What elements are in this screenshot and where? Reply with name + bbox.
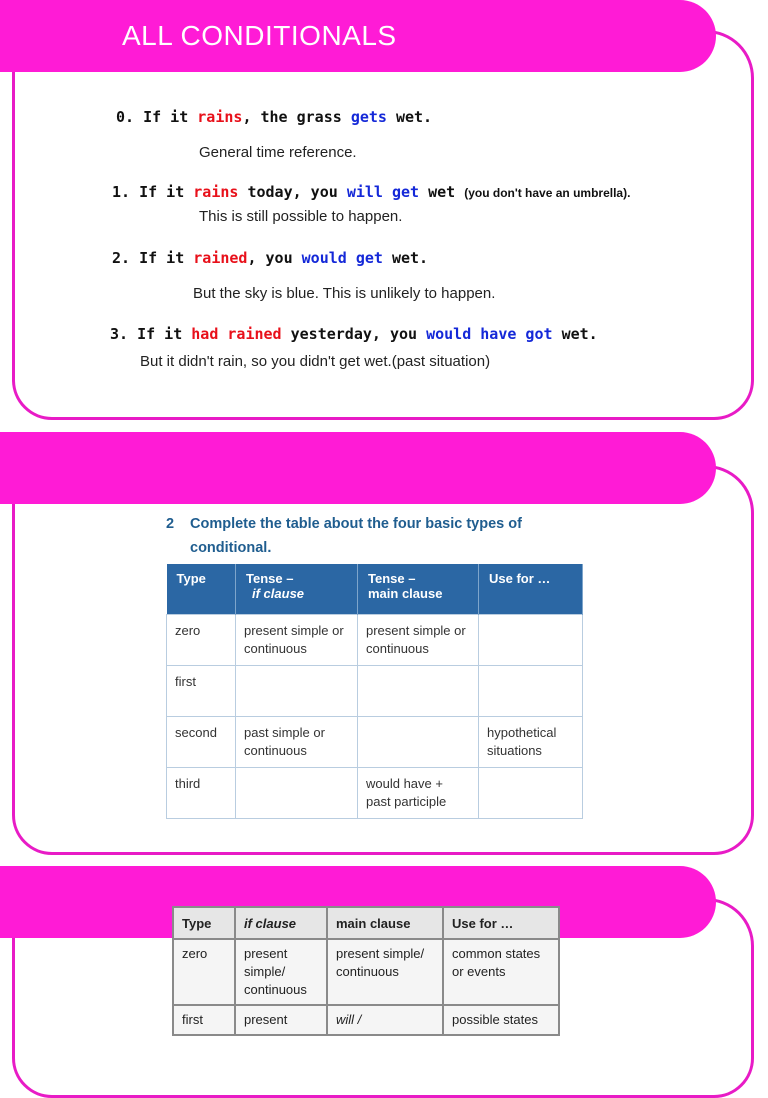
table-cell: common states or events <box>443 939 559 1005</box>
table-cell <box>236 768 358 819</box>
header-main-clause: Tense – main clause <box>358 564 479 615</box>
table-cell <box>479 666 583 717</box>
table-cell: first <box>173 1005 235 1035</box>
section2-header-band <box>0 432 716 504</box>
table-cell <box>479 768 583 819</box>
table-cell: possible states <box>443 1005 559 1035</box>
conditional-1-sentence: 1. If it rains today, you will get wet (you don't have an umbrella). <box>112 183 631 201</box>
table-cell <box>479 615 583 666</box>
table-cell: present <box>235 1005 327 1035</box>
table-row <box>167 615 583 666</box>
table-cell <box>358 666 479 717</box>
header-use-for: Use for … <box>443 907 559 939</box>
exercise-text: Complete the table about the four basic types of conditional. <box>190 516 522 556</box>
table-cell: past simple or continuous <box>236 717 358 768</box>
conditional-0-sentence: 0. If it rains, the grass gets wet. <box>116 108 433 126</box>
table-cell: hypothetical situations <box>479 717 583 768</box>
conditional-0-note: General time reference. <box>199 144 357 161</box>
header-main-clause: main clause <box>327 907 443 939</box>
conditional-1-note: This is still possible to happen. <box>199 208 403 225</box>
header-type: Type <box>173 907 235 939</box>
table-cell: would have + past participle <box>358 768 479 819</box>
header-if-clause: if clause <box>235 907 327 939</box>
header-if-clause: Tense – if clause <box>236 564 358 615</box>
conditional-2-note: But the sky is blue. This is unlikely to happen. <box>193 285 496 302</box>
table-cell: will / <box>327 1005 443 1035</box>
table-row <box>173 939 559 1005</box>
table-cell <box>358 717 479 768</box>
header-use-for: Use for … <box>479 564 583 615</box>
exercise-number: 2 <box>166 516 175 532</box>
section1-title: ALL CONDITIONALS <box>122 20 397 51</box>
table-row <box>167 666 583 717</box>
table-cell: present simple or continuous <box>236 615 358 666</box>
table-cell: present simple or continuous <box>358 615 479 666</box>
table-cell: zero <box>173 939 235 1005</box>
table-cell: present simple/ continuous <box>235 939 327 1005</box>
conditional-types-table <box>166 564 583 819</box>
conditional-answers-table <box>172 906 560 1036</box>
table-cell: third <box>167 768 236 819</box>
table-cell: second <box>167 717 236 768</box>
table-cell <box>236 666 358 717</box>
exercise-instruction <box>166 512 570 560</box>
conditional-2-sentence: 2. If it rained, you would get wet. <box>112 249 429 267</box>
conditional-3-note: But it didn't rain, so you didn't get wet.(past situation) <box>140 353 491 370</box>
table-cell: zero <box>167 615 236 666</box>
table-row <box>167 768 583 819</box>
conditional-3-sentence: 3. If it had rained yesterday, you would have got wet. <box>110 325 598 343</box>
header-type: Type <box>167 564 236 615</box>
table-row <box>173 1005 559 1035</box>
table-cell: first <box>167 666 236 717</box>
table-row <box>167 717 583 768</box>
table-header-row <box>167 564 583 615</box>
table-header-row <box>173 907 559 939</box>
table-cell: present simple/ continuous <box>327 939 443 1005</box>
